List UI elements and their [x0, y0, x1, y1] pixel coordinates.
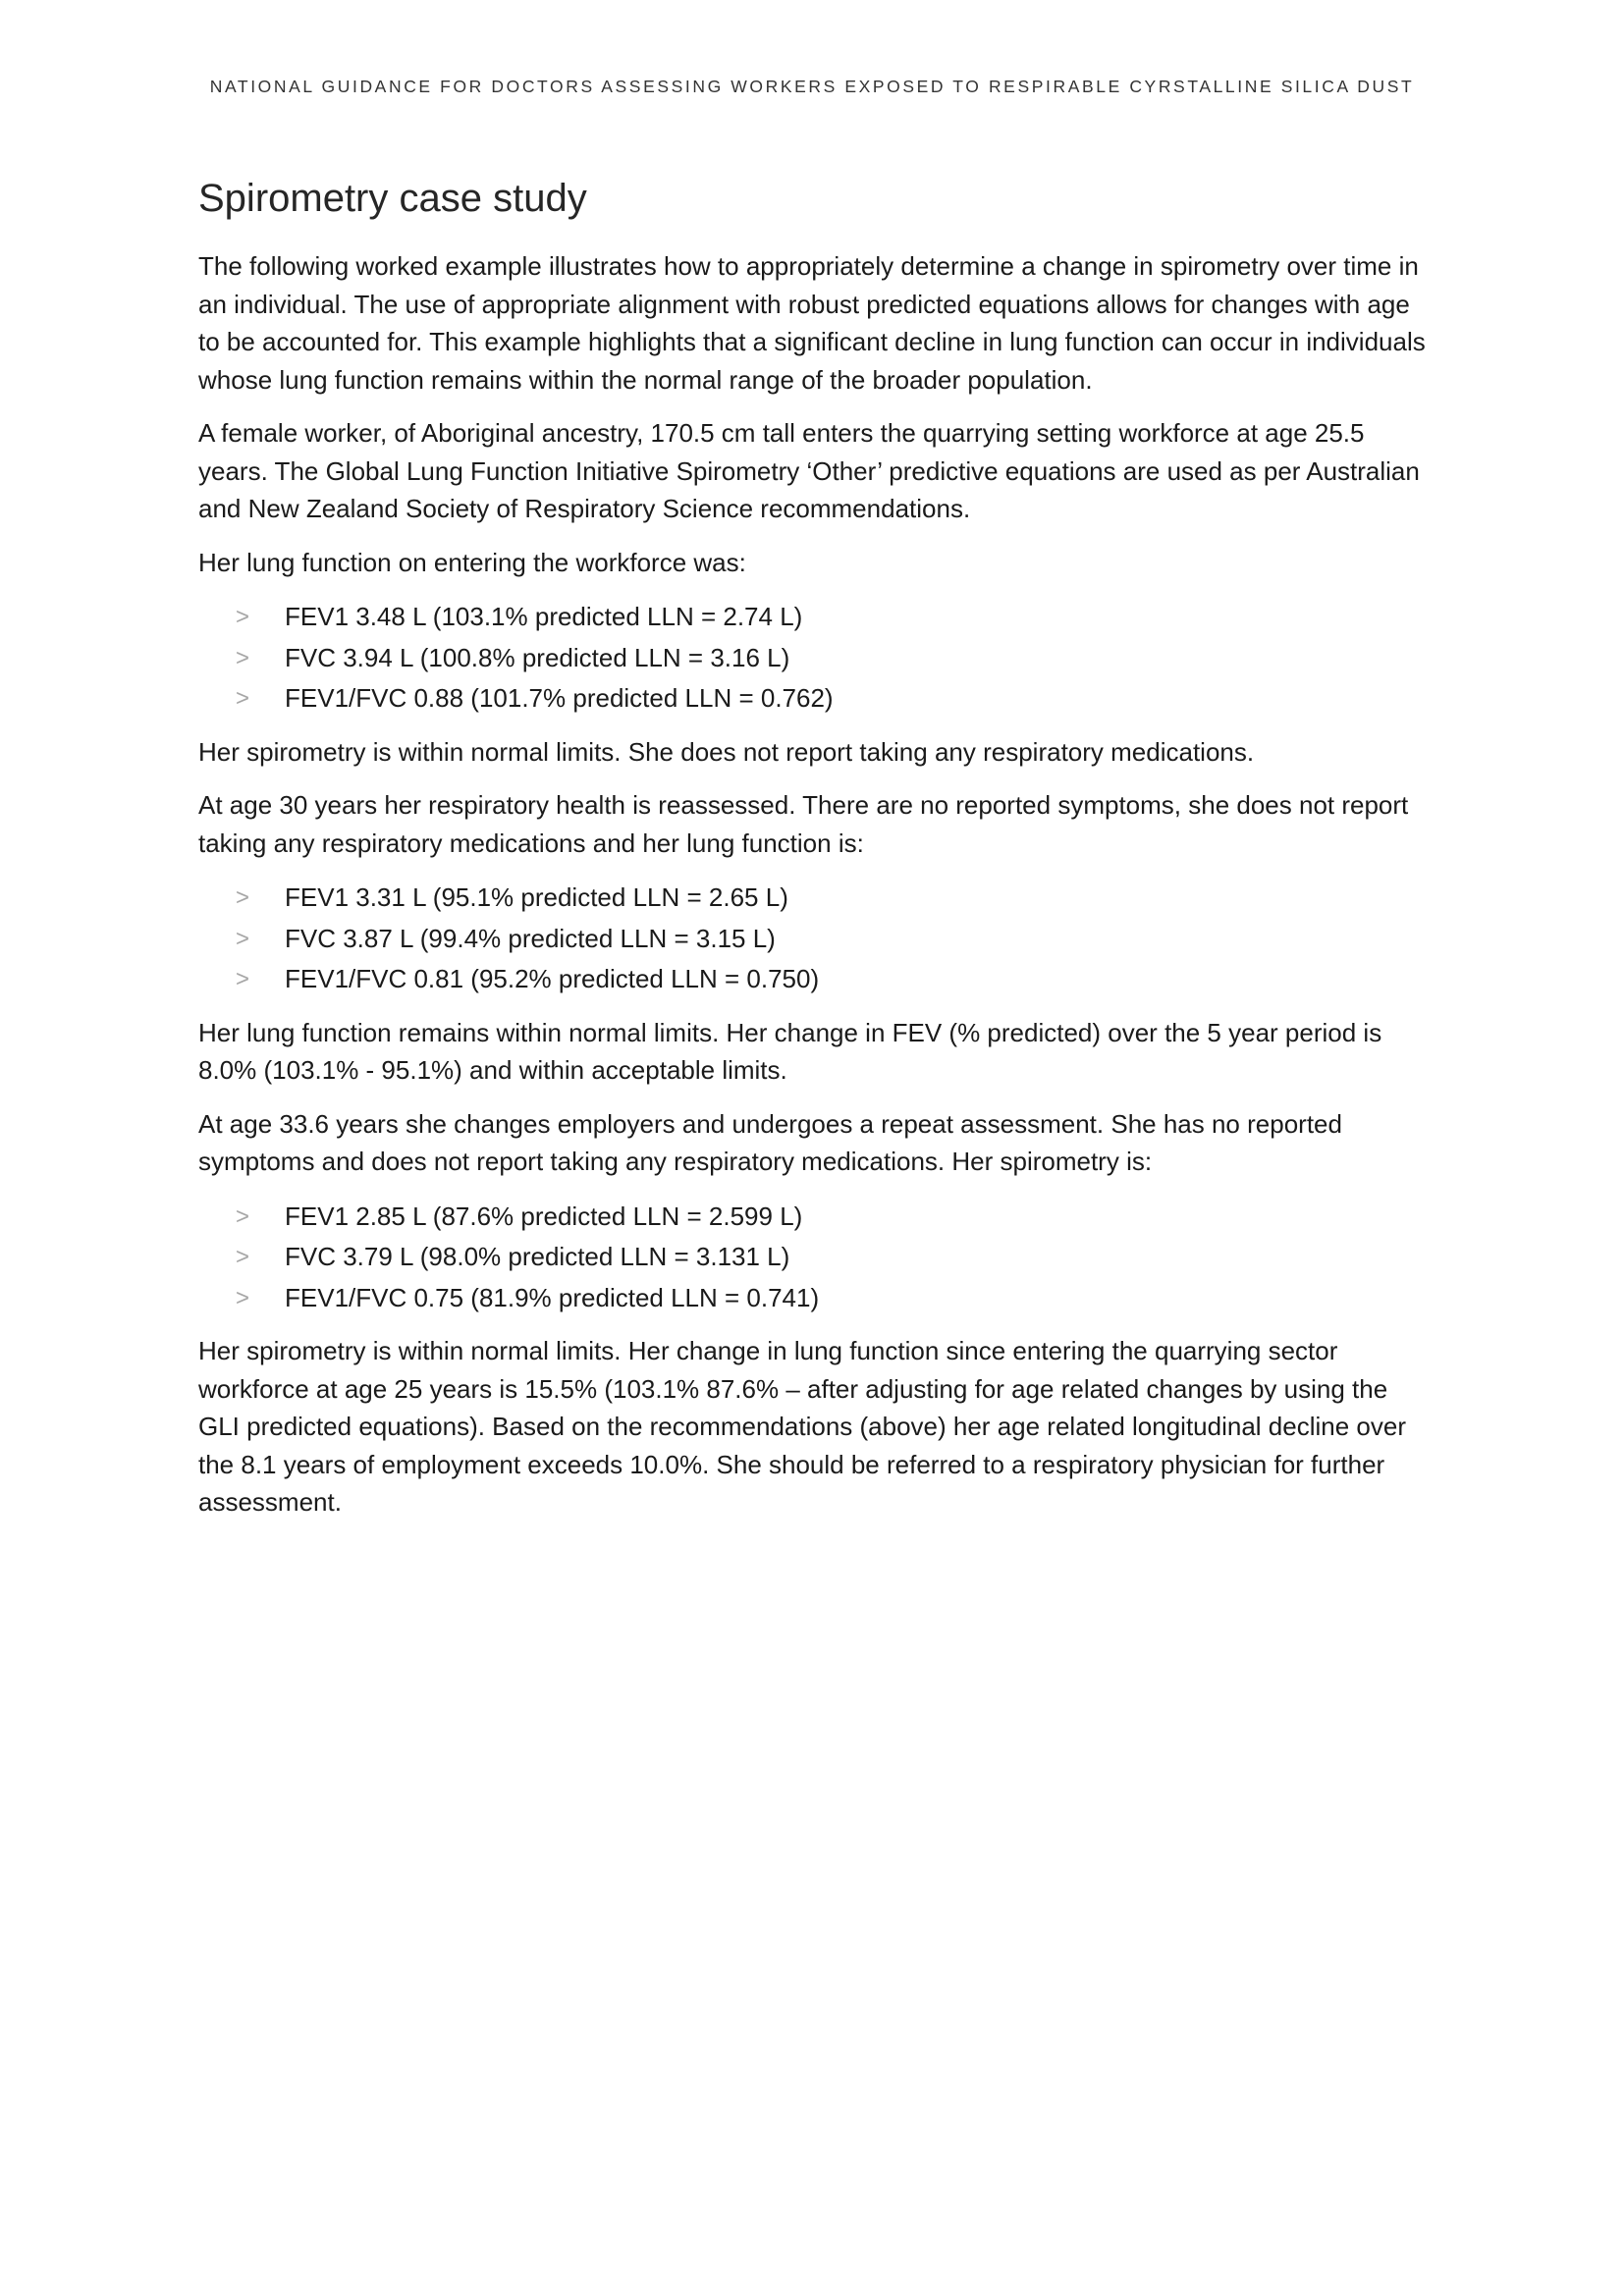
entry-result-paragraph: Her spirometry is within normal limits. She does not report taking any respiratory medications.: [198, 736, 1255, 767]
list-item: [198, 959, 1431, 1000]
section-title: Spirometry case study: [198, 177, 587, 220]
list-item-text: FEV1/FVC 0.75 (81.9% predicted LLN = 0.741): [285, 1282, 820, 1312]
chevron-right-icon: >: [236, 925, 250, 952]
age30-lead-paragraph: At age 30 years her respiratory health is reassessed. There are no reported symptoms, she does not report taking any respiratory medications and her lung function is:: [198, 790, 1409, 858]
list-item: [198, 919, 1431, 960]
chevron-right-icon: >: [236, 1244, 250, 1270]
worker-description-paragraph: A female worker, of Aboriginal ancestry, 170.5 cm tall enters the quarrying setting workforce at age 25.5 years. The Global Lung Function Initiative Spirometry ‘Other’ predictive equations are used as per Australian and New Zealand Society of Respiratory Science recommendations.: [198, 418, 1420, 523]
list-item-text: FVC 3.94 L (100.8% predicted LLN = 3.16 L): [285, 642, 790, 672]
age33-results-list: [198, 1197, 1431, 1319]
page-content: [198, 175, 1431, 1537]
entry-lead-paragraph: Her lung function on entering the workforce was:: [198, 547, 746, 577]
list-item-text: FVC 3.87 L (99.4% predicted LLN = 3.15 L): [285, 923, 776, 953]
list-item-text: FEV1/FVC 0.81 (95.2% predicted LLN = 0.750): [285, 964, 820, 993]
age33-lead-paragraph: At age 33.6 years she changes employers and undergoes a repeat assessment. She has no reported symptoms and does not report taking any respiratory medications. Her spirometry is:: [198, 1108, 1342, 1176]
age30-results-list: [198, 878, 1431, 1000]
list-item: [198, 1197, 1431, 1238]
list-item-text: FEV1 2.85 L (87.6% predicted LLN = 2.599 L): [285, 1201, 803, 1231]
list-item: [198, 638, 1431, 679]
list-item: [198, 878, 1431, 919]
list-item-text: FVC 3.79 L (98.0% predicted LLN = 3.131 L): [285, 1242, 790, 1271]
chevron-right-icon: >: [236, 604, 250, 630]
list-item-text: FEV1 3.48 L (103.1% predicted LLN = 2.74 L): [285, 602, 803, 631]
list-item: [198, 1237, 1431, 1278]
list-item-text: FEV1 3.31 L (95.1% predicted LLN = 2.65 L): [285, 882, 788, 912]
chevron-right-icon: >: [236, 966, 250, 992]
chevron-right-icon: >: [236, 644, 250, 671]
chevron-right-icon: >: [236, 1202, 250, 1230]
list-item: [198, 597, 1431, 638]
intro-paragraph: The following worked example illustrates how to appropriately determine a change in spirometry over time in an individual. The use of appropriate alignment with robust predicted equations allows for changes with age to be accounted for. This example highlights that a significant decline in lung function can occur in individuals whose lung function remains within the normal range of the broader population.: [198, 251, 1426, 395]
list-item: [198, 1278, 1431, 1319]
chevron-right-icon: >: [236, 884, 250, 911]
list-item-text: FEV1/FVC 0.88 (101.7% predicted LLN = 0.762): [285, 683, 834, 713]
age30-result-paragraph: Her lung function remains within normal limits. Her change in FEV (% predicted) over the 5 year period is 8.0% (103.1% - 95.1%) and within acceptable limits.: [198, 1017, 1382, 1085]
chevron-right-icon: >: [236, 685, 250, 712]
list-item: [198, 678, 1431, 720]
chevron-right-icon: >: [236, 1284, 250, 1311]
entry-results-list: [198, 597, 1431, 720]
running-header: NATIONAL GUIDANCE FOR DOCTORS ASSESSING WORKERS EXPOSED TO RESPIRABLE CYRSTALLINE SILICA DUST: [209, 77, 1415, 96]
conclusion-paragraph: Her spirometry is within normal limits. Her change in lung function since entering the quarrying sector workforce at age 25 years is 15.5% (103.1% 87.6% – after adjusting for age related changes by using the GLI predicted equations). Based on the recommendations (above) her age related longitudinal decline over the 8.1 years of employment exceeds 10.0%. She should be referred to a respiratory physician for further assessment.: [198, 1336, 1406, 1517]
